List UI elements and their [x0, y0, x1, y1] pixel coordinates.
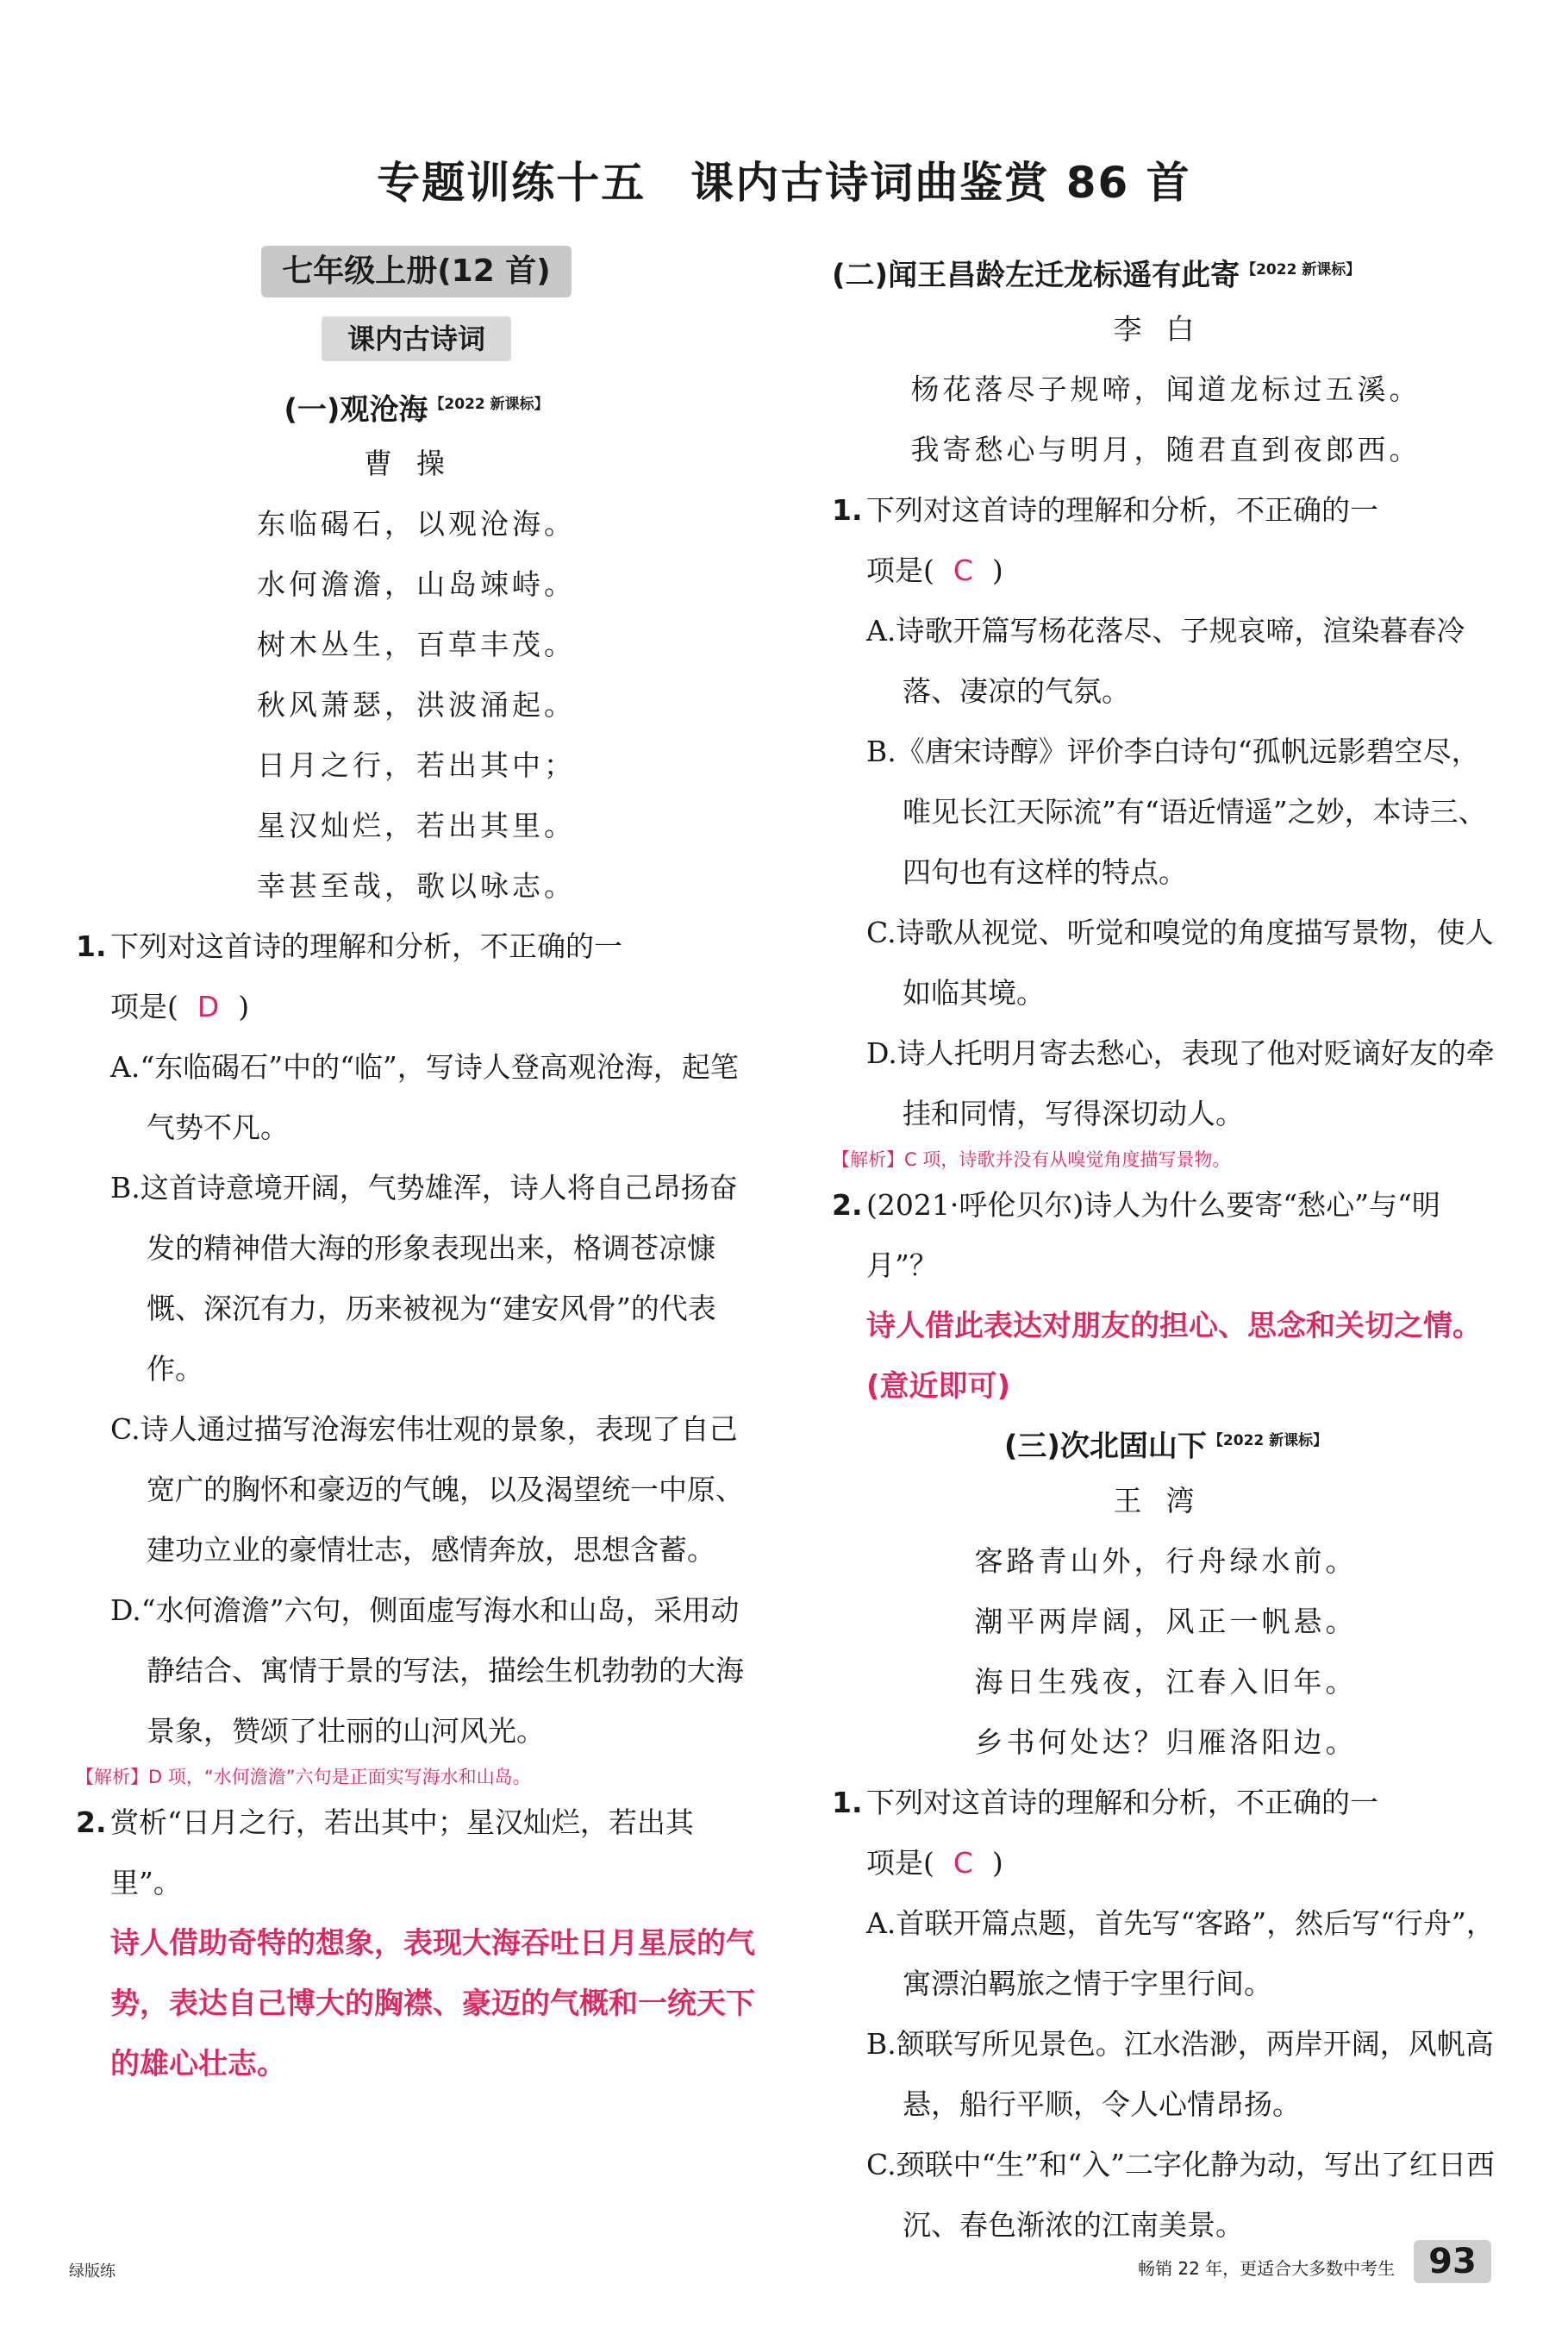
poem-line: 杨花落尽子规啼，闻道龙标过五溪。 — [910, 372, 1421, 407]
question-number: 1. — [832, 493, 863, 528]
right-column — [832, 246, 1500, 2256]
analysis-note: 【解析】D 项，“水何澹澹”六句是正面实写海水和山岛。 — [76, 1767, 531, 1788]
question-2 — [832, 1175, 1500, 1296]
poem-line: 海日生残夜，江春入旧年。 — [974, 1664, 1358, 1699]
option-b: B.颔联写所见景色。江水浩渺，两岸开阔，风帆高悬，船行平顺，令人心情昂扬。 — [866, 2026, 1494, 2121]
option-c: C.诗歌从视觉、听觉和嗅觉的角度描写景物，使人如临其境。 — [866, 916, 1494, 1011]
poem-author: 王湾 — [1113, 1483, 1219, 1517]
poem-title-3 — [832, 1417, 1500, 1470]
section-title: 课内古诗词 — [322, 316, 511, 361]
poem-title-text: (三)次北固山下 — [1003, 1429, 1207, 1464]
option-a: A.诗歌开篇写杨花落尽、子规哀啼，渲染暮春冷落、凄凉的气氛。 — [866, 614, 1465, 709]
poem-title-2 — [832, 246, 1500, 299]
curriculum-tag: 【2022 新课标】 — [429, 396, 549, 413]
poem-line: 潮平两岸阔，风正一帆悬。 — [974, 1604, 1358, 1638]
option-a: A.首联开篇点题，首先写“客路”，然后写“行舟”，寓漂泊羁旅之情于字里行间。 — [866, 1905, 1495, 2000]
answer-choice: C — [953, 554, 973, 588]
option-b: B.这首诗意境开阔，气势雄浑，诗人将自己昂扬奋发的精神借大海的形象表现出来，格调苍凉慷慨、深沉有力，历来被视为“建安风骨”的代表作。 — [110, 1171, 738, 1386]
poem-author: 曹操 — [364, 447, 469, 481]
question-text-cont: 项是( C ) — [866, 554, 1003, 588]
question-text: 赏析“日月之行，若出其中；星汉灿烂，若出其里”。 — [110, 1805, 694, 1900]
page-title: 专题训练十五 课内古诗词曲鉴赏 86 首 — [377, 158, 1191, 208]
question-text-cont: 项是( D ) — [110, 990, 250, 1024]
poem-line: 树木丛生，百草丰茂。 — [257, 628, 576, 662]
option-c: C.颈联中“生”和“入”二字化静为动，写出了红日西沉、春色渐浓的江南美景。 — [866, 2147, 1496, 2242]
poem-line: 我寄愁心与明月，随君直到夜郎西。 — [910, 433, 1421, 467]
question-number: 2. — [76, 1805, 107, 1840]
curriculum-tag: 【2022 新课标】 — [1208, 1432, 1328, 1450]
poem-line: 乡书何处达？归雁洛阳边。 — [974, 1724, 1358, 1759]
question-2 — [76, 1793, 757, 1913]
poem-line: 日月之行，若出其中； — [257, 748, 576, 783]
question-number: 1. — [832, 1785, 863, 1819]
option-d: D.“水何澹澹”六句，侧面虚写海水和山岛，采用动静结合、寓情于景的写法，描绘生机勃勃的大海景象，赞颂了壮丽的山河风光。 — [110, 1593, 744, 1749]
footer-slogan: 畅销 22 年，更适合大多数中考生 — [1138, 2258, 1396, 2279]
question-1 — [76, 917, 757, 1037]
left-column — [76, 246, 757, 2094]
question-1 — [832, 480, 1500, 601]
poem-line: 水何澹澹，山岛竦峙。 — [257, 567, 576, 602]
poem-line: 秋风萧瑟，洪波涌起。 — [257, 688, 576, 723]
poem-title-text: (二)闻王昌龄左迁龙标遥有此寄 — [832, 258, 1240, 293]
question-text: 下列对这首诗的理解和分析，不正确的一 — [866, 1785, 1378, 1819]
answer-text: 诗人借助奇特的想象，表现大海吞吐日月星辰的气势，表达自己博大的胸襟、豪迈的气概和一统天下的雄心壮志。 — [110, 1926, 755, 2082]
poem-line: 幸甚至哉，歌以咏志。 — [257, 869, 576, 904]
question-number: 1. — [76, 929, 107, 964]
poem-line: 东临碣石，以观沧海。 — [257, 507, 576, 541]
answer-text: 诗人借此表达对朋友的担心、思念和关切之情。(意近即可) — [866, 1309, 1482, 1405]
footer-brand: 绿版练 — [69, 2262, 116, 2281]
poem-line: 星汉灿烂，若出其里。 — [257, 809, 576, 843]
option-a: A.“东临碣石”中的“临”，写诗人登高观沧海，起笔气势不凡。 — [110, 1050, 739, 1145]
page-number: 93 — [1414, 2240, 1491, 2283]
option-d: D.诗人托明月寄去愁心，表现了他对贬谪好友的牵挂和同情，写得深切动人。 — [866, 1036, 1495, 1131]
answer-choice: D — [197, 990, 220, 1024]
poem-title-1 — [76, 380, 757, 434]
question-text: 下列对这首诗的理解和分析，不正确的一 — [866, 493, 1378, 528]
question-number: 2. — [832, 1188, 863, 1223]
question-text: (2021·呼伦贝尔)诗人为什么要寄“愁心”与“明月”？ — [866, 1188, 1440, 1283]
question-3 — [832, 1773, 1500, 1893]
question-text-cont: 项是( C ) — [866, 1845, 1003, 1880]
option-b: B.《唐宋诗醇》评价李白诗句“孤帆远影碧空尽，唯见长江天际流”有“语近情遥”之妙，本诗三、四句也有这样的特点。 — [866, 735, 1487, 890]
grade-banner: 七年级上册(12 首) — [261, 246, 572, 297]
option-c: C.诗人通过描写沧海宏伟壮观的景象，表现了自己宽广的胸怀和豪迈的气魄，以及渴望统一中原、建功立业的豪情壮志，感情奔放，思想含蓄。 — [110, 1412, 744, 1567]
poem-line: 客路青山外，行舟绿水前。 — [974, 1543, 1358, 1578]
curriculum-tag: 【2022 新课标】 — [1241, 261, 1361, 278]
poem-title-text: (一)观沧海 — [284, 392, 428, 428]
analysis-note: 【解析】C 项，诗歌并没有从嗅觉角度描写景物。 — [832, 1149, 1231, 1171]
question-text: 下列对这首诗的理解和分析，不正确的一 — [110, 929, 622, 964]
poem-author: 李白 — [1113, 312, 1219, 347]
answer-choice: C — [953, 1845, 973, 1880]
